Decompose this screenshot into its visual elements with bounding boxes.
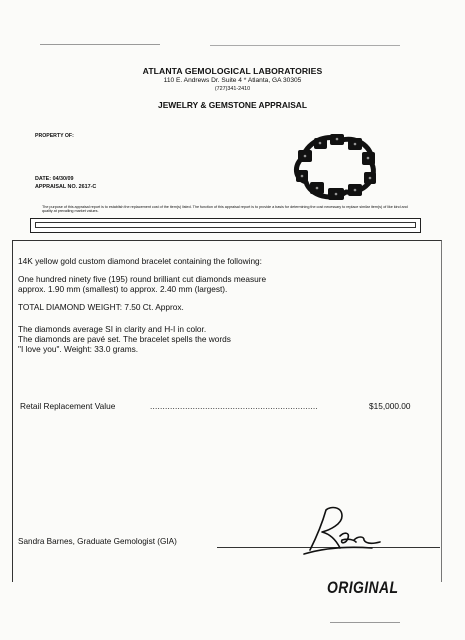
scan-artifact-bottom bbox=[330, 622, 400, 623]
lab-name: ATLANTA GEMOLOGICAL LABORATORIES bbox=[142, 66, 323, 76]
section-divider-band bbox=[30, 218, 421, 233]
date-line: DATE: 04/30/09 bbox=[35, 176, 74, 182]
quality-line-3: "I love you". Weight: 33.0 grams. bbox=[18, 344, 139, 354]
lab-phone: (727)341-2410 bbox=[214, 86, 251, 92]
scan-artifact-top bbox=[40, 44, 160, 45]
diamond-count-line-2: approx. 1.90 mm (smallest) to approx. 2.40 mm (largest). bbox=[18, 284, 228, 294]
document-title: JEWELRY & GEMSTONE APPRAISAL bbox=[158, 100, 307, 110]
retail-value-amount: $15,000.00 bbox=[369, 401, 411, 411]
diamond-count-line-1: One hundred ninety five (195) round brilliant cut diamonds measure bbox=[18, 274, 267, 284]
quality-line-2: The diamonds are pavé set. The bracelet spells the words bbox=[18, 334, 231, 344]
quality-line-1: The diamonds average SI in clarity and H-I in color. bbox=[18, 324, 207, 334]
retail-value-label: Retail Replacement Value bbox=[20, 401, 116, 411]
retail-value-leader-dots: ................................................................... bbox=[150, 401, 318, 411]
handwritten-signature bbox=[296, 502, 382, 558]
signer-name: Sandra Barnes, Graduate Gemologist (GIA) bbox=[18, 537, 177, 546]
appraisal-number: APPRAISAL NO. 2617-C bbox=[35, 184, 97, 190]
scan-artifact-top-right bbox=[210, 45, 400, 46]
purpose-statement: The purpose of this appraisal report is to establish the replacement cost of the item(s) listed. The function of this appraisal report is to provide a basis for determining the cost necessary to replace similar item(s) of like kind and quality at prevailing market values. bbox=[42, 205, 408, 214]
lab-address: 110 E. Andrews Dr. Suite 4 * Atlanta, GA 30305 bbox=[163, 77, 302, 84]
original-stamp: ORIGINAL bbox=[327, 578, 399, 597]
item-description: 14K yellow gold custom diamond bracelet containing the following: bbox=[18, 256, 262, 266]
property-of-label: PROPERTY OF: bbox=[35, 133, 74, 139]
bracelet-photo bbox=[280, 120, 392, 210]
total-diamond-weight: TOTAL DIAMOND WEIGHT: 7.50 Ct. Approx. bbox=[18, 302, 184, 312]
divider-inner-rule bbox=[35, 222, 416, 228]
